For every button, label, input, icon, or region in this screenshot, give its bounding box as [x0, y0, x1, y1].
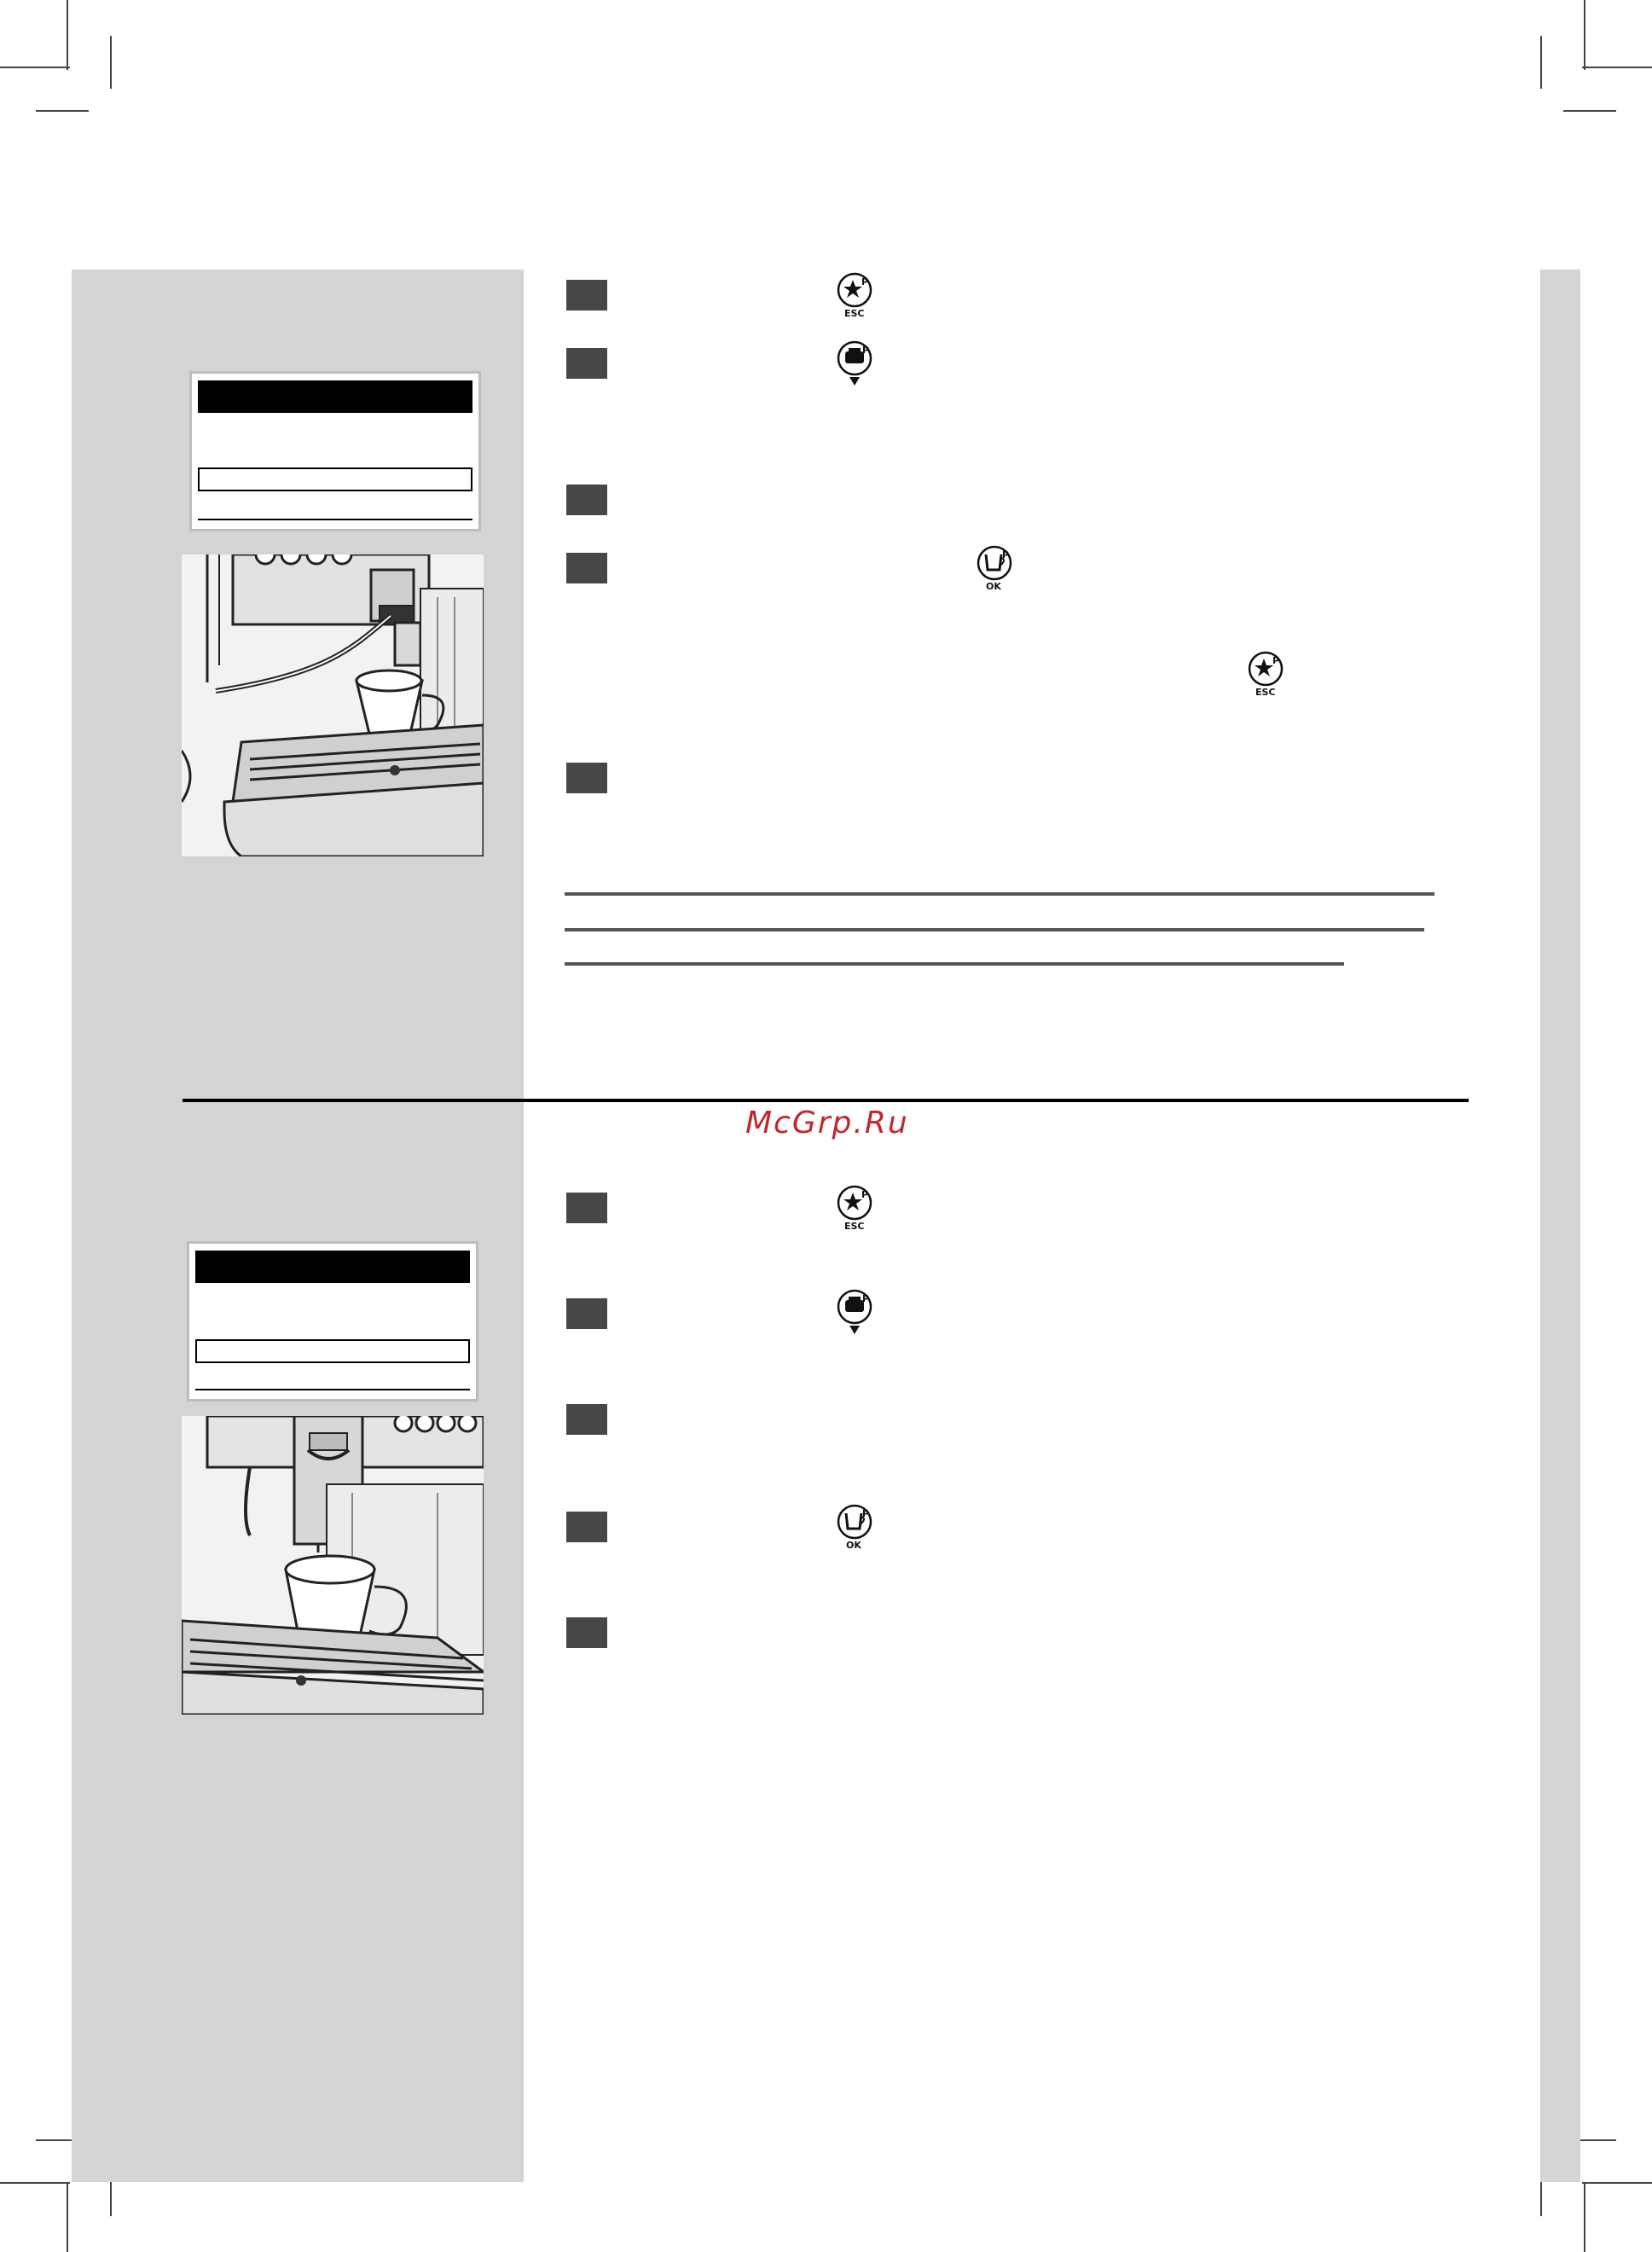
text-rule	[565, 962, 1344, 966]
watermark: McGrp.Ru	[745, 1106, 909, 1141]
text-rule	[565, 892, 1435, 896]
step-marker-4	[566, 553, 607, 583]
esc-star-button-icon[interactable]	[836, 271, 878, 319]
step-marker-1	[566, 280, 607, 311]
svg-text:P: P	[862, 345, 870, 356]
crop-mark	[36, 110, 89, 112]
esc-star-button-icon[interactable]	[1247, 650, 1290, 698]
ok-cup-button-icon[interactable]	[836, 1503, 878, 1551]
crop-mark	[67, 0, 68, 70]
step-marker-3	[566, 485, 607, 515]
text-rule	[565, 928, 1424, 932]
svg-text:OK: OK	[846, 1540, 861, 1551]
svg-text:P: P	[861, 276, 869, 287]
lcd-bottom-line	[195, 1372, 470, 1390]
machine-illustration-2	[182, 1416, 484, 1715]
callout-pointer	[478, 1416, 529, 1493]
svg-text:ESC: ESC	[844, 308, 865, 319]
step-marker-1	[566, 1193, 607, 1223]
svg-text:P: P	[862, 1508, 870, 1519]
crop-mark	[110, 36, 112, 89]
lcd-bottom-line	[198, 502, 472, 520]
step-marker-4	[566, 1512, 607, 1542]
crop-mark	[1584, 0, 1585, 70]
svg-text:OK: OK	[986, 581, 1001, 592]
svg-text:P: P	[861, 1189, 869, 1200]
lcd-header-bar	[195, 1251, 470, 1283]
lcd-selected-row	[198, 467, 472, 491]
svg-text:P: P	[1002, 549, 1010, 560]
step-marker-5	[566, 1617, 607, 1648]
section-divider	[183, 1099, 1469, 1102]
down-arrow-button-icon[interactable]	[836, 340, 878, 389]
svg-text:ESC: ESC	[844, 1221, 865, 1232]
step-marker-2	[566, 348, 607, 379]
svg-text:ESC: ESC	[1255, 687, 1276, 698]
crop-mark	[1563, 110, 1616, 112]
crop-mark	[0, 2182, 70, 2184]
lcd-display-1	[189, 371, 481, 531]
lcd-header-bar	[198, 380, 472, 413]
step-marker-5	[566, 763, 607, 793]
step-marker-2	[566, 1298, 607, 1329]
ok-cup-button-icon[interactable]	[976, 544, 1018, 592]
crop-mark	[67, 2182, 68, 2252]
svg-text:P: P	[862, 1293, 870, 1304]
crop-mark	[0, 67, 70, 68]
crop-mark	[1584, 2182, 1585, 2252]
step-marker-3	[566, 1404, 607, 1435]
callout-pointer	[478, 554, 529, 623]
right-margin-bar	[1540, 270, 1580, 2182]
machine-illustration-1	[182, 554, 484, 856]
crop-mark	[1540, 36, 1542, 89]
lcd-display-2	[187, 1241, 478, 1402]
svg-text:P: P	[1272, 655, 1280, 666]
down-arrow-button-icon[interactable]	[836, 1288, 878, 1338]
esc-star-button-icon[interactable]	[836, 1184, 878, 1232]
lcd-selected-row	[195, 1339, 470, 1363]
crop-mark	[1582, 67, 1652, 68]
crop-mark	[1582, 2182, 1652, 2184]
